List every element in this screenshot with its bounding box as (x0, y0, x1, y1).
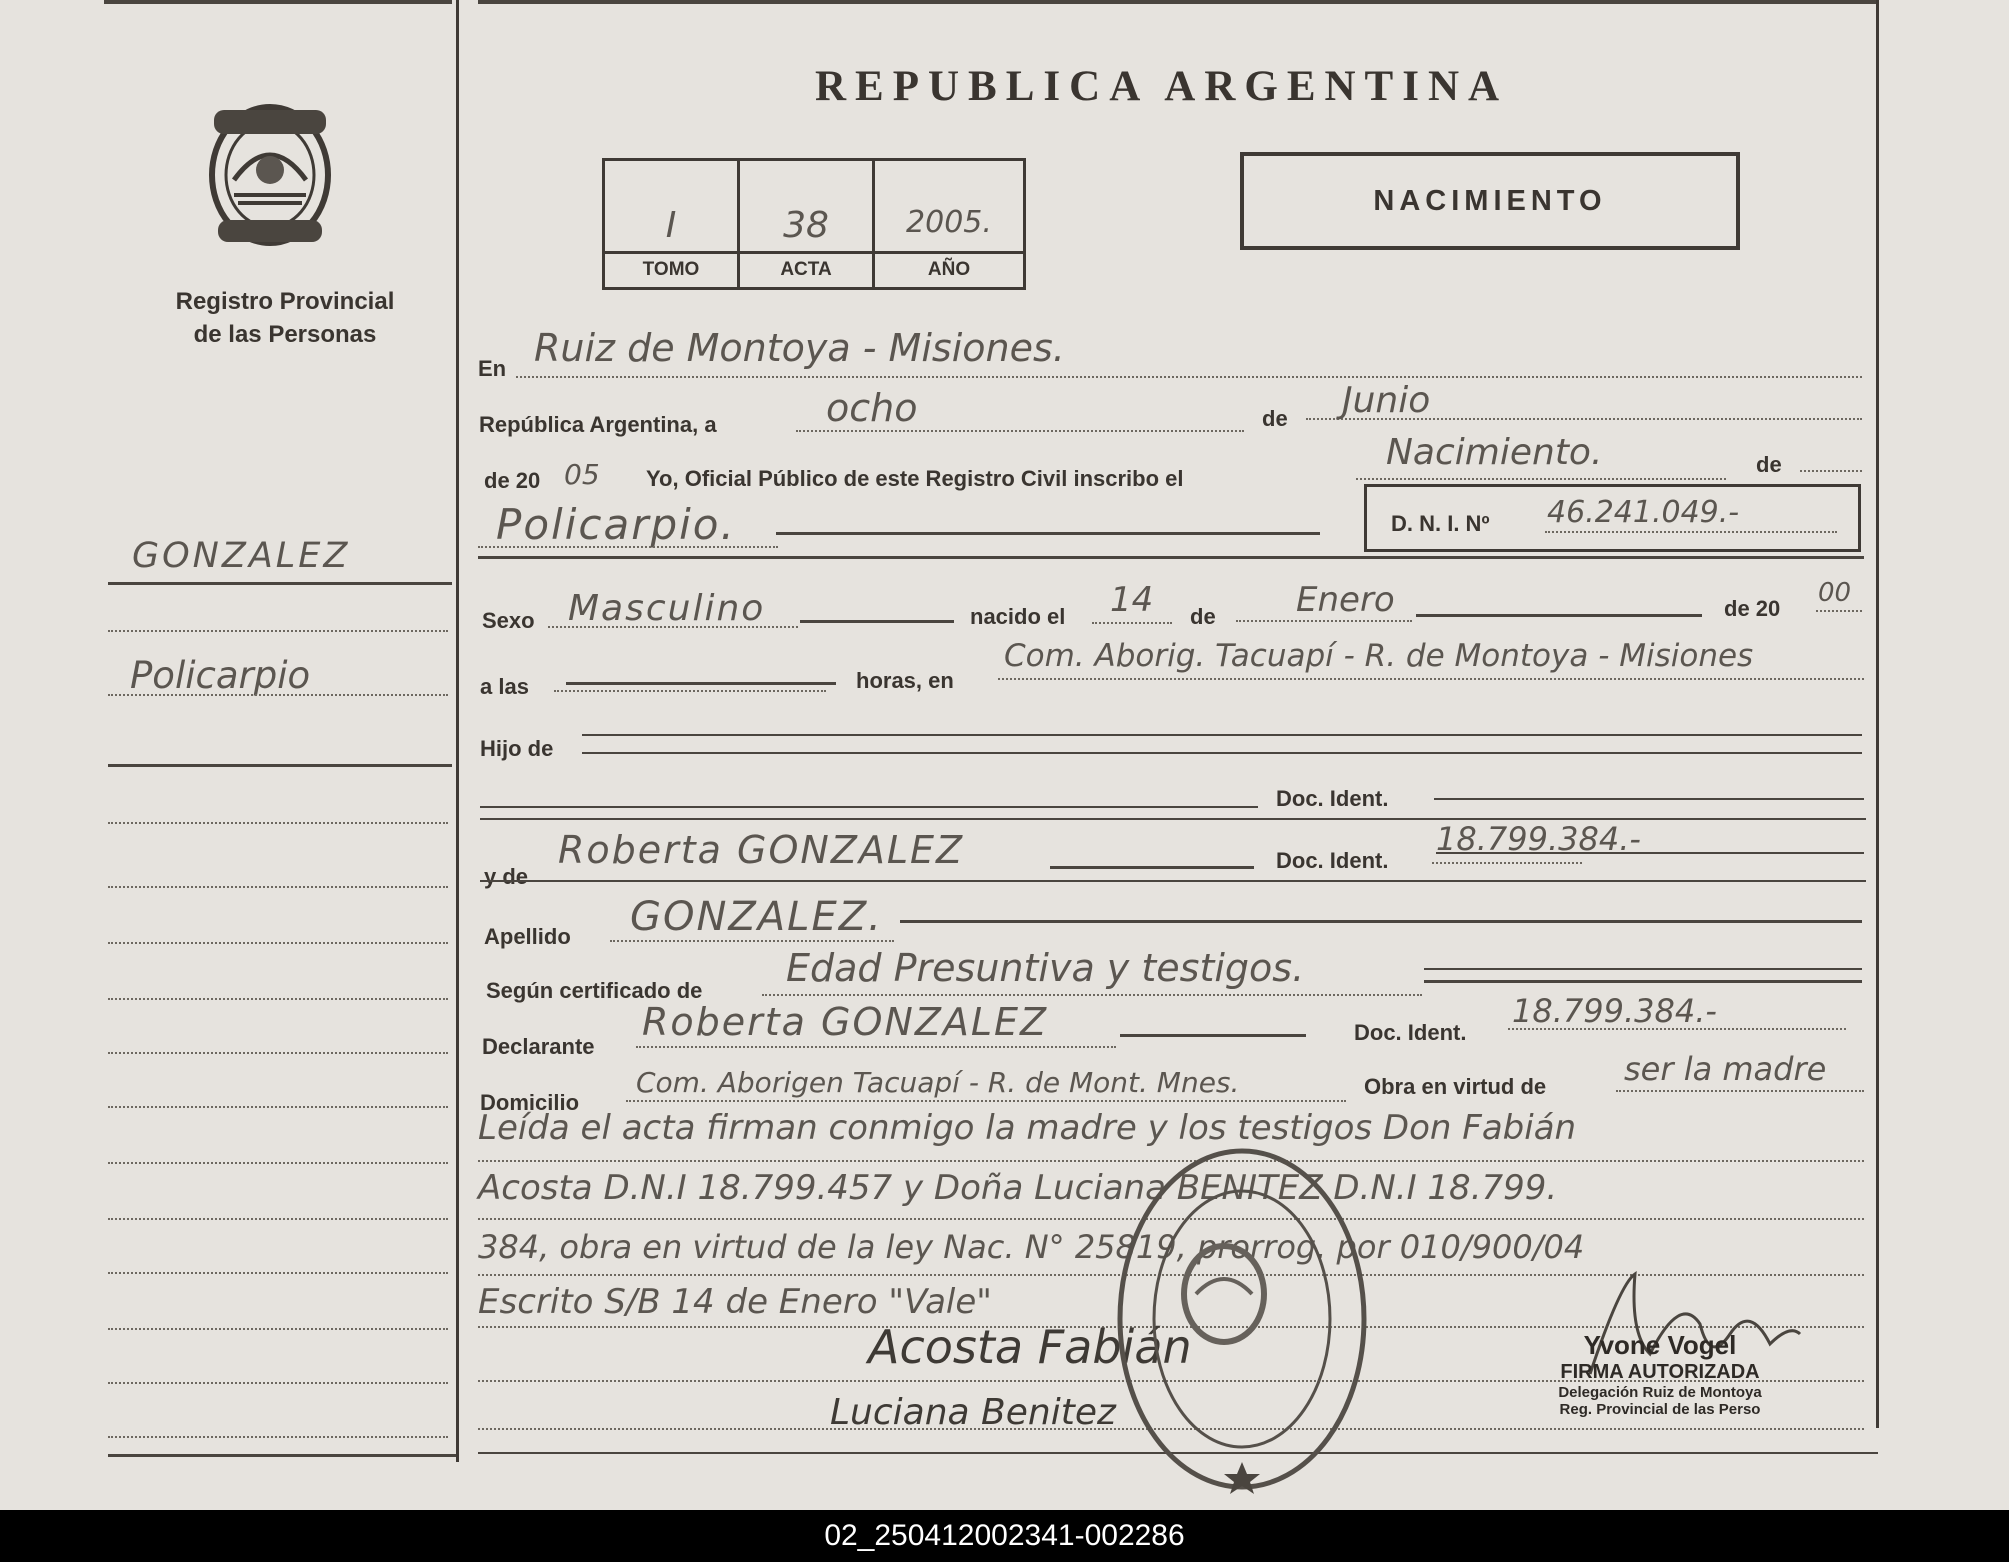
field-line (478, 546, 778, 548)
label-de-3: de (1190, 604, 1216, 629)
document-title: REPUBLICA ARGENTINA (815, 63, 1509, 110)
field-line (554, 690, 826, 692)
witness-signature-2: Luciana Benitez (830, 1392, 1116, 1433)
margin-dots (108, 630, 448, 632)
label-segun: Según certificado de (486, 978, 703, 1003)
field-line (1424, 968, 1862, 970)
label-yo: Yo, Oficial Público de este Registro Civil inscribo el (646, 466, 1184, 491)
field-line (1545, 531, 1837, 533)
field-line (626, 1100, 1346, 1102)
note-line-3: 384, obra en virtud de la ley Nac. N° 25819, prorrog. por 010/900/04 (478, 1228, 1585, 1266)
field-line (516, 376, 1862, 378)
ano-value: 2005. (906, 205, 992, 240)
field-line (998, 678, 1864, 680)
right-border (1876, 0, 1879, 1428)
field-line (566, 682, 836, 685)
margin-dots (108, 822, 448, 824)
field-line (1424, 980, 1862, 983)
label-y-de: y de (484, 864, 529, 889)
field-line (1092, 622, 1172, 624)
acta-value: 38 (783, 205, 829, 246)
margin-rule-bottom (108, 1454, 456, 1457)
margin-dots (108, 694, 448, 696)
field-lugar-nac: Com. Aborig. Tacuapí - R. de Montoya - Misiones (1004, 638, 1754, 674)
field-line (1816, 610, 1862, 612)
section-rule (480, 880, 1866, 882)
label-domicilio: Domicilio (480, 1090, 580, 1115)
label-de20: de 20 (484, 468, 541, 493)
field-line (1800, 470, 1862, 472)
margin-rule (108, 764, 452, 767)
field-mes: Junio (1342, 380, 1431, 421)
field-line (1236, 620, 1412, 622)
registry-name (160, 285, 410, 351)
margin-dots (108, 1436, 448, 1438)
label-obra: Obra en virtud de (1364, 1074, 1547, 1099)
field-nacido-anio: 00 (1818, 578, 1852, 608)
label-doc-ident-2: Doc. Ident. (1276, 848, 1389, 873)
margin-dots (108, 1272, 448, 1274)
section-rule (480, 818, 1866, 820)
note-line-1: Leída el acta firman conmigo la madre y los testigos Don Fabián (478, 1108, 1577, 1148)
field-line (1616, 1090, 1864, 1092)
top-rule-right (478, 0, 1878, 4)
field-nacido-dia: 14 (1110, 580, 1154, 620)
field-apellido: GONZALEZ. (630, 894, 883, 940)
tomo-label: TOMO (642, 259, 700, 280)
record-number-box (602, 158, 1026, 290)
label-republica: República Argentina, a (479, 412, 717, 437)
field-nacido-mes: Enero (1296, 580, 1395, 620)
field-declarante-doc: 18.799.384.- (1512, 992, 1717, 1030)
official-office-1: Delegación Ruiz de Montoya (1558, 1384, 1762, 1401)
label-nacido: nacido el (970, 604, 1066, 629)
field-dni: 46.241.049.- (1547, 495, 1740, 530)
field-line (1120, 1034, 1306, 1037)
column-divider (456, 0, 459, 1462)
margin-dots (108, 886, 448, 888)
misiones-seal-icon (204, 100, 336, 250)
section-rule (478, 556, 1864, 559)
label-horas-en: horas, en (856, 668, 954, 693)
field-line (582, 734, 1862, 736)
field-anio: 05 (564, 458, 600, 491)
registry-name-line2: de las Personas (193, 321, 377, 348)
witness-signature-1: Acosta Fabián (868, 1320, 1192, 1374)
field-line (900, 920, 1862, 923)
margin-given-name: Policarpio (130, 654, 311, 697)
field-inscribo: Nacimiento. (1386, 432, 1603, 473)
tomo-cell (605, 161, 740, 287)
field-obra: ser la madre (1624, 1050, 1827, 1088)
label-doc-ident-3: Doc. Ident. (1354, 1020, 1467, 1045)
margin-surname: GONZALEZ (132, 536, 351, 576)
registry-name-line1: Registro Provincial (175, 288, 395, 315)
margin-dots (108, 1328, 448, 1330)
margin-dots (108, 1218, 448, 1220)
dni-box (1364, 484, 1861, 552)
top-rule-left (104, 0, 452, 4)
acta-label: ACTA (780, 259, 832, 280)
label-hijo-de: Hijo de (480, 736, 554, 761)
field-line (762, 994, 1422, 996)
field-line (800, 620, 954, 623)
field-madre: Roberta GONZALEZ (558, 828, 965, 872)
margin-dots (108, 1052, 448, 1054)
tomo-value: I (665, 205, 677, 246)
field-line (480, 806, 1258, 808)
official-name: Yvone Vogel (1583, 1330, 1737, 1360)
margin-dots (108, 942, 448, 944)
field-line (1050, 866, 1254, 869)
label-de: de (1262, 406, 1288, 431)
field-line (1416, 614, 1702, 617)
field-line (776, 532, 1320, 535)
registry-stamp-icon (1112, 1144, 1372, 1494)
official-title: FIRMA AUTORIZADA (1560, 1361, 1760, 1383)
field-line (636, 1046, 1116, 1048)
field-line (1434, 798, 1864, 800)
label-sexo: Sexo (482, 608, 535, 633)
field-dia-letras: ocho (826, 386, 918, 430)
field-madre-doc: 18.799.384.- (1436, 820, 1641, 858)
field-nombre: Policarpio. (496, 500, 736, 549)
field-line (1356, 478, 1726, 480)
official-office-2: Reg. Provincial de las Perso (1559, 1401, 1761, 1418)
field-domicilio: Com. Aborigen Tacuapí - R. de Mont. Mnes. (636, 1066, 1240, 1099)
ano-label: AÑO (927, 259, 971, 280)
label-de-20: de 20 (1724, 596, 1781, 621)
margin-rule (108, 582, 452, 585)
field-line (796, 430, 1244, 432)
field-lugar: Ruiz de Montoya - Misiones. (534, 326, 1065, 370)
field-line (610, 940, 894, 942)
image-caption: 02_250412002341-002286 (0, 1510, 2009, 1562)
official-block (1520, 1330, 1800, 1418)
margin-dots (108, 998, 448, 1000)
margin-dots (108, 1106, 448, 1108)
label-a-las: a las (480, 674, 529, 699)
ano-cell (875, 161, 1023, 287)
field-line (582, 752, 1862, 754)
field-declarante: Roberta GONZALEZ (642, 1000, 1049, 1044)
acta-cell (740, 161, 875, 287)
note-line-2: Acosta D.N.I 18.799.457 y Doña Luciana BENITEZ D.N.I 18.799. (478, 1168, 1558, 1208)
field-line (1436, 852, 1864, 854)
field-sexo: Masculino (568, 588, 766, 629)
label-en: En (478, 356, 507, 381)
field-certificado: Edad Presuntiva y testigos. (786, 946, 1305, 990)
margin-dots (108, 1382, 448, 1384)
field-line (1432, 862, 1582, 864)
label-declarante: Declarante (482, 1034, 595, 1059)
label-dni: D. N. I. Nº (1391, 511, 1490, 536)
record-box-separator (605, 251, 1023, 254)
margin-dots (108, 1162, 448, 1164)
note-line-4: Escrito S/B 14 de Enero "Vale" (478, 1282, 992, 1322)
label-doc-ident-1: Doc. Ident. (1276, 786, 1389, 811)
label-de-2: de (1756, 452, 1782, 477)
label-apellido: Apellido (484, 924, 571, 949)
record-type-box: NACIMIENTO (1240, 152, 1740, 250)
